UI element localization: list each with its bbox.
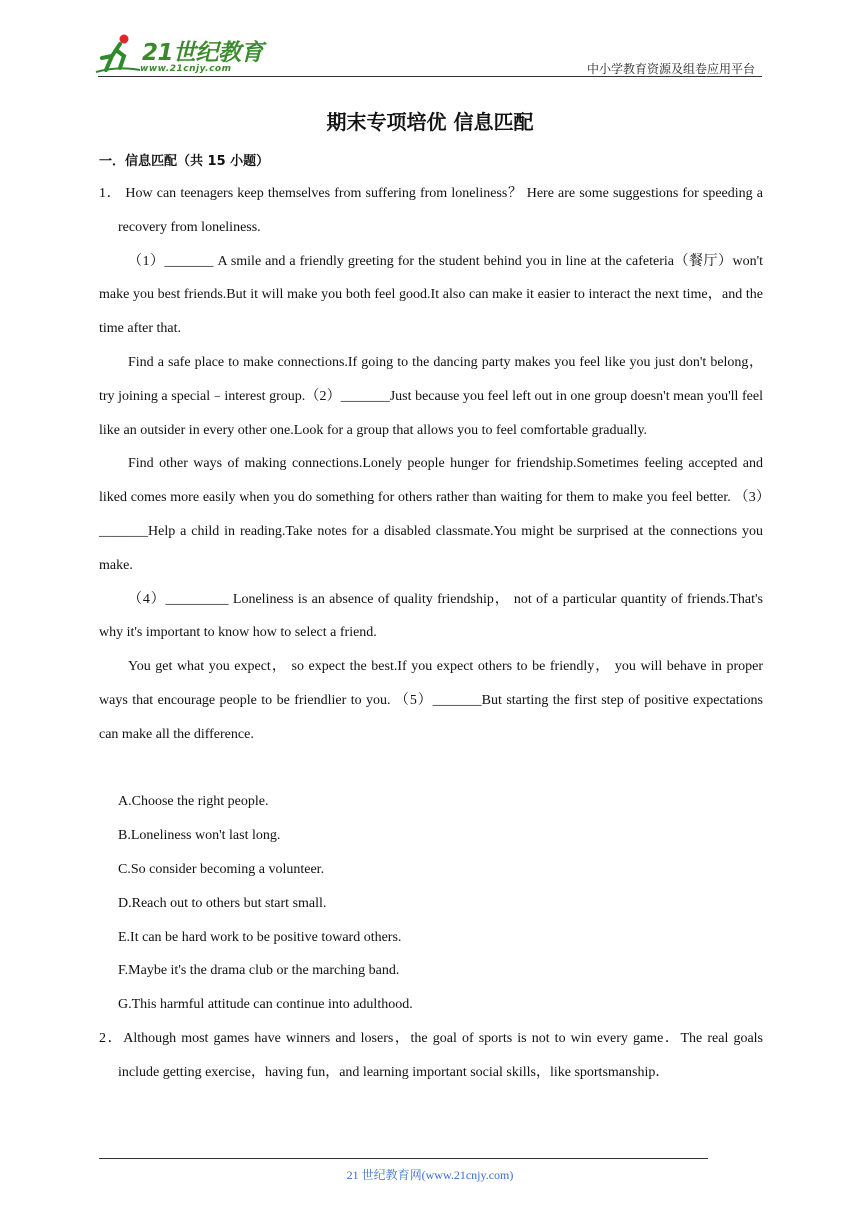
question-2-intro: 2．Although most games have winners and losers，the goal of sports is not to win every game．The real goals include getting exercise，having fun，and learning important social skills，like sportsmanship．: [99, 1030, 763, 1080]
runner-icon: [94, 32, 142, 76]
document-body: [99, 177, 763, 1090]
footer-link[interactable]: 21 世纪教育网(www.21cnjy.com): [346, 1168, 514, 1182]
option-c: C.So consider becoming a volunteer.: [118, 861, 325, 877]
footer-divider: [99, 1158, 708, 1159]
option-f: F.Maybe it's the drama club or the marching band.: [118, 963, 400, 979]
question-1-intro: 1． How can teenagers keep themselves from suffering from loneliness？ Here are some suggestions for speeding a recovery from loneliness.: [99, 186, 763, 235]
page-title: 期末专项培优 信息匹配: [326, 110, 534, 134]
site-logo[interactable]: [94, 32, 264, 76]
question-1-paragraph-2: Find a safe place to make connections.If going to the dancing party makes you feel like you just don't belong，try joining a special﹣interest group.（2）_______Just because you feel left out in one group doesn't mean you'll feel like an outsider in every other one.Look for a group that allows you to feel comfortable gradually.: [99, 354, 763, 438]
option-b: B.Loneliness won't last long.: [118, 828, 281, 844]
question-1-paragraph-5: You get what you expect， so expect the best.If you expect others to be friendly， you will behave in proper ways that encourage people to be friendlier to you. （5）_______But starting the first step of positive expectations can make all the difference.: [99, 659, 763, 742]
spacer: [99, 752, 763, 786]
option-d: D.Reach out to others but start small.: [118, 895, 327, 911]
logo-text: 21世纪教育: [142, 40, 264, 66]
page-header: [0, 0, 860, 80]
section-heading: 一．信息匹配（共 15 小题）: [99, 154, 270, 169]
question-1-paragraph-3: Find other ways of making connections.Lonely people hunger for friendship.Sometimes feeling accepted and liked comes more easily when you do something for others rather than waiting for them to make you feel better. （3）_______Help a child in reading.Take notes for a disabled classmate.You might be surprised at the connections you make.: [99, 456, 763, 573]
option-e: E.It can be hard work to be positive toward others.: [118, 929, 402, 945]
question-1-paragraph-4: （4）_________ Loneliness is an absence of quality friendship， not of a particular quantity of friends.That's why it's important to know how to select a friend.: [99, 591, 763, 641]
question-1-paragraph-1: （1）_______ A smile and a friendly greeting for the student behind you in line at the cafeteria（餐厅）won't make you best friends.But it will make you both feel good.It also can make it easier to interact the next time，and the time after that.: [99, 253, 763, 337]
header-divider: [98, 76, 762, 77]
option-a: A.Choose the right people.: [118, 794, 269, 810]
logo-url: www.21cnjy.com: [140, 64, 232, 74]
option-g: G.This harmful attitude can continue into adulthood.: [118, 997, 413, 1013]
header-tagline: 中小学教育资源及组卷应用平台: [586, 62, 755, 76]
